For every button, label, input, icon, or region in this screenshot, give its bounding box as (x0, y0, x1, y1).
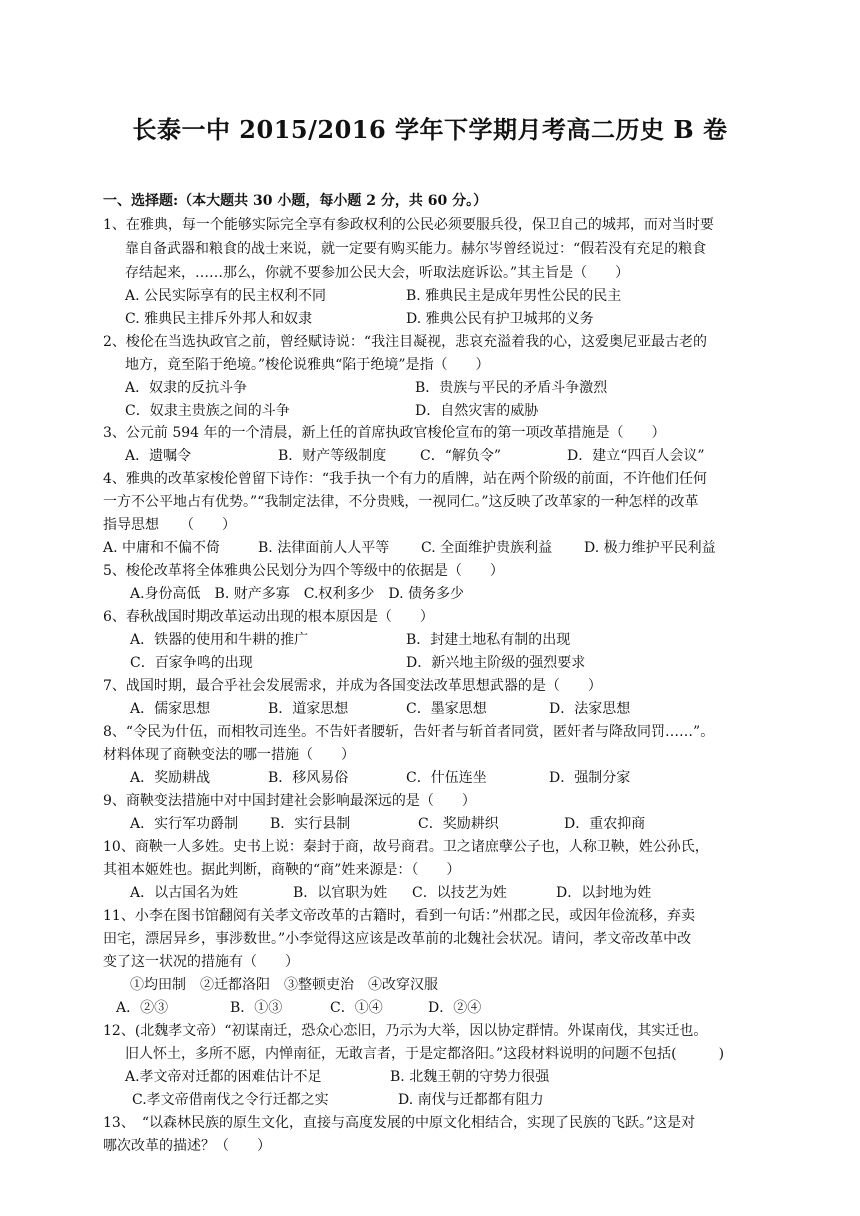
question-3-option-d: D．建立“四百人会议” (567, 448, 705, 464)
question-7-option-a: A．儒家思想 (130, 701, 211, 717)
question-6-option-a: A．铁器的使用和牛耕的推广 (130, 632, 309, 648)
question-3-option-a: A．遗嘱令 (125, 448, 192, 464)
question-2-line-1: 2、梭伦在当选执政官之前，曾经赋诗说：“我注目凝视，悲哀充溢着我的心，这爱奥尼亚最古老的 (103, 334, 708, 350)
question-4-line-3: 指导思想 （ ） (103, 517, 236, 533)
question-10-option-c: C．以技艺为姓 (412, 885, 507, 901)
question-12-option-a: A.孝文帝对迁都的困难估计不足 (125, 1069, 322, 1085)
question-1-option-a: A. 公民实际享有的民主权利不同 (125, 288, 327, 304)
question-12-line-1: 12、(北魏孝文帝）“初谋南迁，恐众心恋旧，乃示为大举，因以协定群情。外谋南伐，其实迁也。 (103, 1023, 708, 1039)
question-3-line-1: 3、公元前 594 年的一个清晨，新上任的首席执政官梭伦宣布的第一项改革措施是（ ） (103, 425, 666, 441)
question-10-line-1: 10、商鞅一人多姓。史书上说：秦封于商，故号商君。卫之诸庶孽公子也，人称卫鞅，姓公孙氏， (103, 839, 709, 855)
question-11-line-3: 变了这一状况的措施有（ ） (103, 954, 299, 970)
question-11-items: ①均田制 ②迁都洛阳 ③整顿吏治 ④改穿汉服 (130, 977, 438, 993)
question-8-option-b: B．移风易俗 (268, 770, 349, 786)
question-10-option-d: D．以封地为姓 (556, 885, 652, 901)
question-8-option-d: D．强制分家 (549, 770, 631, 786)
question-9-line-1: 9、商鞅变法措施中对中国封建社会影响最深远的是（ ） (103, 793, 476, 809)
question-7-option-b: B．道家思想 (268, 701, 349, 717)
question-12-line-2: 旧人怀土，多所不愿，内惮南征，无敢言者，于是定都洛阳。”这段材料说明的问题不包括( ) (125, 1046, 725, 1062)
question-10-option-a: A．以古国名为姓 (130, 885, 239, 901)
question-2-option-b: B．贵族与平民的矛盾斗争激烈 (415, 380, 608, 396)
question-1-line-1: 1、在雅典，每一个能够实际完全享有参政权利的公民必须要服兵役，保卫自己的城邦，而对当时要 (103, 217, 714, 233)
question-10-option-b: B．以官职为姓 (293, 885, 388, 901)
question-2-line-2: 地方，竟至陷于绝境。”梭伦说雅典“陷于绝境”是指（ ） (125, 357, 490, 373)
question-9-option-c: C．奖励耕织 (418, 816, 499, 832)
section-heading: 一、选择题:（本大题共 30 小题，每小题 2 分，共 60 分。） (103, 193, 488, 209)
question-2-option-a: A．奴隶的反抗斗争 (125, 380, 248, 396)
question-2-option-d: D．自然灾害的威胁 (415, 403, 539, 419)
question-10-line-2: 其祖本姬姓也。据此判断，商鞅的“商”姓来源是：（ ） (103, 862, 461, 878)
question-7-option-d: D．法家思想 (549, 701, 631, 717)
question-2-option-c: C．奴隶主贵族之间的斗争 (125, 403, 290, 419)
question-8-line-2: 材料体现了商鞅变法的哪一措施（ ） (103, 747, 355, 763)
question-3-option-b: B．财产等级制度 (278, 448, 387, 464)
question-8-line-1: 8、“令民为什伍，而相牧司连坐。不告奸者腰斩，告奸者与斩首者同赏，匿奸者与降敌同罚……”。 (103, 724, 715, 740)
question-11-option-a: A．②③ (116, 1000, 169, 1016)
question-11-line-1: 11、小李在图书馆翻阅有关孝文帝改革的古籍时，看到一句话：”州郡之民，或因年俭流移，弃卖 (103, 908, 695, 924)
question-4-option-c: C. 全面维护贵族利益 (421, 540, 553, 556)
question-11-option-d: D．②④ (428, 1000, 482, 1016)
question-11-option-b: B．①③ (230, 1000, 283, 1016)
question-12-option-b: B. 北魏王朝的守势力很强 (390, 1069, 550, 1085)
question-7-option-c: C．墨家思想 (406, 701, 487, 717)
question-5-options: A.身份高低 B. 财产多寡 C.权利多少 D. 债务多少 (130, 586, 465, 602)
question-13-line-2: 哪次改革的描述？（ ） (103, 1138, 271, 1154)
question-6-option-b: B．封建土地私有制的出现 (406, 632, 571, 648)
question-9-option-d: D．重农抑商 (564, 816, 646, 832)
question-4-option-b: B. 法律面前人人平等 (258, 540, 390, 556)
question-8-option-c: C．什伍连坐 (406, 770, 487, 786)
question-4-option-d: D. 极力维护平民利益 (584, 540, 716, 556)
question-13-line-1: 13、 “以森林民族的原生文化，直接与高度发展的中原文化相结合，实现了民族的飞跃。”这是对 (103, 1115, 696, 1131)
question-1-option-b: B. 雅典民主是成年男性公民的民主 (406, 288, 622, 304)
question-3-option-c: C．“解负令” (420, 448, 502, 464)
question-9-option-b: B．实行县制 (270, 816, 351, 832)
question-11-line-2: 田宅，漂居异乡，事涉数世。”小李觉得这应该是改革前的北魏社会状况。请问，孝文帝改革中改 (103, 931, 692, 947)
question-1-line-2: 靠自备武器和粮食的战士来说，就一定要有购买能力。赫尔岑曾经说过：“假若没有充足的粮食 (125, 241, 707, 257)
question-8-option-a: A．奖励耕战 (130, 770, 211, 786)
question-9-option-a: A．实行军功爵制 (130, 816, 239, 832)
question-6-option-d: D．新兴地主阶级的强烈要求 (406, 655, 586, 671)
question-7-line-1: 7、战国时期，最合乎社会发展需求，并成为各国变法改革思想武器的是（ ） (103, 678, 602, 694)
question-6-option-c: C．百家争鸣的出现 (130, 655, 253, 671)
question-1-option-c: C. 雅典民主排斥外邦人和奴隶 (125, 311, 313, 327)
question-1-line-3: 存结起来，……那么，你就不要参加公民大会，听取法庭诉讼。”其主旨是（ ） (125, 265, 630, 281)
question-12-option-c: C.孝文帝借南伐之令行迁都之实 (132, 1092, 329, 1108)
page-title: 长泰一中 2015/2016 学年下学期月考高二历史 B 卷 (132, 115, 728, 144)
question-6-line-1: 6、春秋战国时期改革运动出现的根本原因是（ ） (103, 609, 434, 625)
question-4-line-2: 一方不公平地占有优势。”“我制定法律，不分贵贱，一视同仁。”这反映了改革家的一种怎样的改革 (103, 494, 699, 510)
question-5-line-1: 5、梭伦改革将全体雅典公民划分为四个等级中的依据是（ ） (103, 563, 504, 579)
question-4-option-a: A. 中庸和不偏不倚 (103, 540, 221, 556)
question-1-option-d: D. 雅典公民有护卫城邦的义务 (406, 311, 594, 327)
question-4-line-1: 4、雅典的改革家梭伦曾留下诗作：“我手执一个有力的盾牌，站在两个阶级的前面，不许他们任何 (103, 471, 708, 487)
question-11-option-c: C．①④ (330, 1000, 383, 1016)
question-12-option-d: D. 南伐与迁都都有阻力 (398, 1092, 544, 1108)
